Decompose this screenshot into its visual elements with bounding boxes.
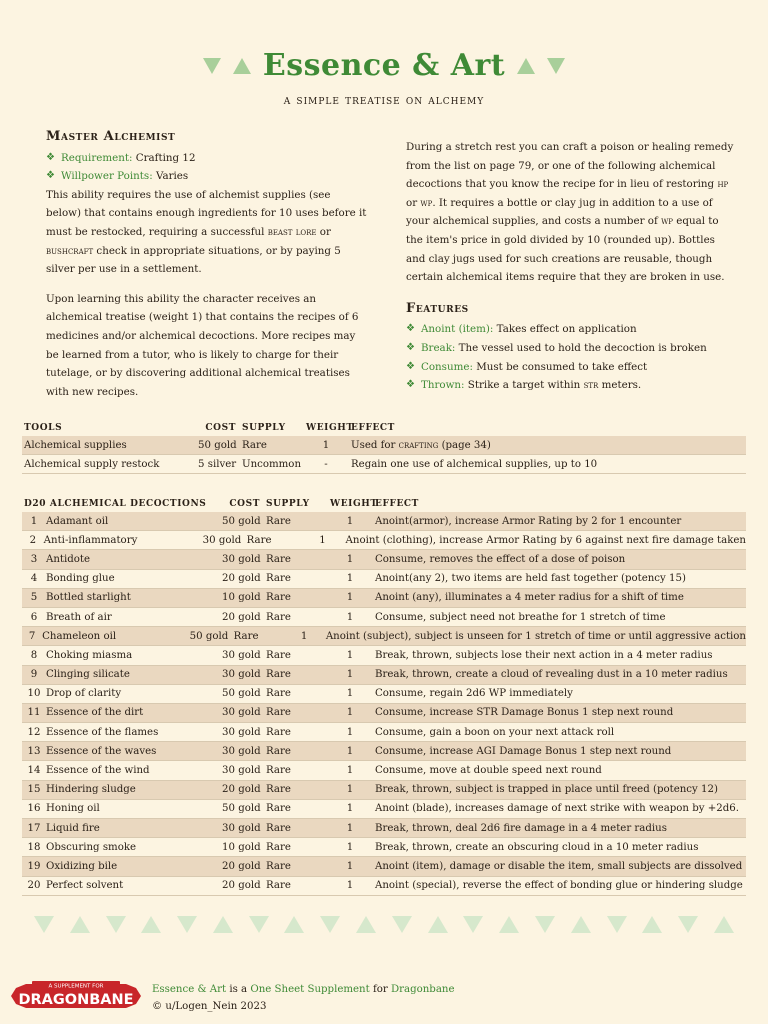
cell-name: Essence of the waves: [46, 745, 157, 757]
table-row: [22, 877, 746, 896]
table-row: [22, 608, 746, 627]
cell-idx: 17: [27, 822, 41, 834]
cell-idx: 5: [30, 592, 38, 604]
cell-effect: Consume, increase AGI Damage Bonus 1 step next round: [375, 745, 672, 757]
cell-name: Anti-inflammatory: [43, 534, 138, 546]
cell-idx: 13: [27, 745, 41, 757]
cell-supply: Rare: [266, 860, 291, 872]
cell-effect: Anoint (item), damage or disable the item, small subjects are dissolved: [375, 860, 743, 872]
cell-effect: Consume, regain 2d6 WP immediately: [375, 688, 573, 700]
diamond-bullet-icon: ❖: [406, 379, 415, 391]
cell-supply: Rare: [266, 688, 291, 700]
cell-weight: 1: [346, 726, 354, 738]
cell-name: Adamant oil: [46, 515, 109, 527]
cell-cost: 30 gold: [222, 553, 261, 565]
table-row: [22, 685, 746, 704]
bullet-requirement: [46, 149, 368, 168]
cell-idx: 10: [27, 688, 41, 700]
cell-cost: 30 gold: [222, 649, 261, 661]
paragraph-supplies: This ability requires the use of alchemist supplies (see below) that contains enough ingredients for 10 uses before it must be restocked, requiring a successful beast lore or bushcraft check in appropriate situations, or by paying 5 silver per use in a settlement.: [46, 188, 367, 276]
cell-name: Drop of clarity: [46, 688, 122, 700]
cell-effect: Break, thrown, create a cloud of revealing dust in a 10 meter radius: [375, 669, 728, 681]
triangle-up-icon: [213, 916, 233, 933]
cell-idx: 2: [29, 534, 37, 546]
table-row: [22, 627, 746, 646]
cell-name: Chameleon oil: [42, 630, 117, 642]
table-row: [22, 589, 746, 608]
triangle-down-icon: [249, 916, 269, 933]
cell-cost: 30 gold: [222, 726, 261, 738]
cell-effect: Anoint (clothing), increase Armor Rating by 6 against next fire damage taken: [345, 534, 746, 546]
cell-supply: Rare: [266, 611, 291, 623]
cell-idx: 20: [27, 880, 41, 892]
cell-name: Oxidizing bile: [46, 860, 118, 872]
cell-weight: 1: [300, 630, 308, 642]
table-row: Alchemical supply restock 5 silver Uncommon - Regain one use of alchemical supplies, up to 10: [22, 455, 746, 474]
triangle-up-icon: [233, 58, 251, 74]
cell-supply: Rare: [266, 707, 291, 719]
cell-supply: Rare: [266, 592, 291, 604]
decoctions-table: [22, 495, 746, 896]
cell-name: Essence of the flames: [46, 726, 159, 738]
cell-cost: 50 gold: [222, 515, 261, 527]
cell-name: Bottled starlight: [46, 592, 131, 604]
cell-idx: 6: [30, 611, 38, 623]
decorative-triangle-row: [34, 916, 734, 933]
section-heading-master-alchemist: Master Alchemist: [46, 129, 176, 144]
table-row: [22, 646, 746, 665]
cell-effect: Consume, removes the effect of a dose of poison: [375, 553, 626, 565]
decoctions-table-body: [22, 512, 746, 896]
cell-effect: Anoint (subject), subject is unseen for 1 stretch of time or until aggressive action: [325, 630, 746, 642]
diamond-bullet-icon: ❖: [406, 341, 415, 353]
cell-name: Breath of air: [46, 611, 112, 623]
table-row: [22, 800, 746, 819]
cell-name: Liquid fire: [46, 822, 100, 834]
cell-effect: Consume, move at double speed next round: [375, 765, 602, 777]
cell-name: Choking miasma: [46, 649, 133, 661]
table-row: [22, 857, 746, 876]
cell-weight: 1: [346, 649, 354, 661]
cell-supply: Rare: [266, 553, 291, 565]
cell-cost: 50 gold: [189, 630, 229, 642]
triangle-up-icon: [642, 916, 662, 933]
table-row: [22, 512, 746, 531]
cell-idx: 7: [28, 630, 36, 642]
cell-idx: 1: [30, 515, 38, 527]
diamond-bullet-icon: ❖: [406, 323, 415, 335]
cell-idx: 15: [27, 784, 41, 796]
cell-weight: 1: [346, 515, 354, 527]
cell-cost: 10 gold: [222, 592, 261, 604]
cell-idx: 19: [27, 860, 41, 872]
cell-effect: Consume, subject need not breathe for 1 stretch of time: [375, 611, 666, 623]
cell-idx: 18: [27, 841, 41, 853]
cell-weight: 1: [346, 765, 354, 777]
cell-supply: Rare: [246, 534, 272, 546]
cell-name: Obscuring smoke: [46, 841, 137, 853]
feature-anoint: ❖ Anoint (item): Takes effect on application: [406, 320, 736, 339]
paragraph-crafting: During a stretch rest you can craft a poison or healing remedy from the list on page 79, or one of the following alchemical decoctions that you know the recipe for in lieu of restoring hp or wp. It requires a bottle or clay jug in addition to a use of your alchemical supplies, and costs a number of wp equal to the item's price in gold divided by 10 (rounded up). Bottles and clay jugs used for such creations are reusable, though certain alchemical items require that they are broken in use.: [406, 141, 734, 284]
cell-supply: Rare: [266, 880, 291, 892]
triangle-down-icon: [203, 58, 221, 74]
feature-consume: ❖ Consume: Must be consumed to take effect: [406, 358, 736, 377]
cell-weight: 1: [346, 669, 354, 681]
bullet-willpower: [46, 167, 368, 186]
cell-supply: Rare: [266, 726, 291, 738]
cell-effect: Consume, gain a boon on your next attack roll: [375, 726, 615, 738]
cell-weight: 1: [346, 803, 354, 815]
cell-weight: 1: [346, 745, 354, 757]
bullet-label: Requirement:: [60, 151, 133, 164]
cell-cost: 30 gold: [222, 745, 261, 757]
cell-weight: 1: [346, 592, 354, 604]
cell-weight: 1: [346, 707, 354, 719]
diamond-bullet-icon: ❖: [46, 151, 55, 163]
feature-thrown: ❖ Thrown: Strike a target within str meters.: [406, 376, 736, 395]
table-row: [22, 742, 746, 761]
cell-effect: Anoint(armor), increase Armor Rating by 2 for 1 encounter: [375, 515, 682, 527]
cell-supply: Rare: [266, 515, 291, 527]
table-row: [22, 704, 746, 723]
paragraph-treatise: Upon learning this ability the character receives an alchemical treatise (weight 1) that contains the recipes of 6 medicines and/or alchemical decoctions. More recipes may be learned from a tutor, who is likely to charge for their tutelage, or by discovering additional alchemical treatises with new recipes.: [46, 292, 359, 398]
table-row: Alchemical supplies 50 gold Rare 1 Used for crafting (page 34): [22, 436, 746, 455]
cell-effect: Break, thrown, subjects lose their next action in a 4 meter radius: [375, 649, 713, 661]
cell-effect: Anoint(any 2), two items are held fast together (potency 15): [375, 573, 686, 585]
table-row: [22, 531, 746, 550]
cell-cost: 30 gold: [222, 765, 261, 777]
cell-effect: Break, thrown, create an obscuring cloud in a 10 meter radius: [375, 841, 699, 853]
triangle-up-icon: [714, 916, 734, 933]
triangle-up-icon: [70, 916, 90, 933]
cell-name: Antidote: [46, 553, 91, 565]
cell-idx: 16: [27, 803, 41, 815]
table-row: [22, 723, 746, 742]
cell-cost: 10 gold: [222, 841, 261, 853]
cell-cost: 20 gold: [222, 611, 261, 623]
cell-weight: 1: [346, 784, 354, 796]
cell-idx: 9: [30, 669, 38, 681]
cell-effect: Anoint (special), reverse the effect of bonding glue or hindering sludge: [375, 880, 743, 892]
cell-supply: Rare: [233, 630, 259, 642]
triangle-down-icon: [106, 916, 126, 933]
copyright-line: © u/Logen_Nein 2023: [152, 1001, 267, 1012]
bullet-text: Crafting 12: [135, 151, 196, 164]
triangle-up-icon: [428, 916, 448, 933]
cell-weight: 1: [346, 841, 354, 853]
cell-cost: 20 gold: [222, 784, 261, 796]
triangle-up-icon: [356, 916, 376, 933]
cell-supply: Rare: [266, 573, 291, 585]
cell-idx: 3: [30, 553, 38, 565]
cell-effect: Anoint (any), illuminates a 4 meter radius for a shift of time: [375, 592, 684, 604]
cell-cost: 50 gold: [222, 803, 261, 815]
cell-name: Essence of the dirt: [46, 707, 144, 719]
cell-idx: 14: [27, 765, 41, 777]
triangle-down-icon: [607, 916, 627, 933]
cell-weight: 1: [346, 553, 354, 565]
cell-supply: Rare: [266, 841, 291, 853]
triangle-down-icon: [177, 916, 197, 933]
page-title: Essence & Art: [262, 48, 506, 83]
cell-supply: Rare: [266, 745, 291, 757]
section-heading-features: Features: [406, 300, 469, 316]
decoctions-table-header: D20 ALCHEMICAL DECOCTIONS COST SUPPLY WEIGHT EFFECT: [24, 498, 419, 509]
cell-effect: Break, thrown, deal 2d6 fire damage in a 4 meter radius: [375, 822, 667, 834]
table-row: [22, 570, 746, 589]
cell-cost: 30 gold: [222, 669, 261, 681]
diamond-bullet-icon: ❖: [406, 360, 415, 372]
table-row: [22, 819, 746, 838]
tools-table-header: TOOLS COST SUPPLY WEIGHT EFFECT: [24, 422, 395, 433]
cell-cost: 50 gold: [222, 688, 261, 700]
triangle-up-icon: [284, 916, 304, 933]
cell-supply: Rare: [266, 765, 291, 777]
cell-name: Hindering sludge: [46, 784, 136, 796]
credit-line: Essence & Art is a One Sheet Supplement for Dragonbane: [152, 984, 455, 995]
cell-cost: 20 gold: [222, 860, 261, 872]
right-column: [406, 138, 736, 395]
cell-idx: 8: [30, 649, 38, 661]
cell-name: Bonding glue: [46, 573, 115, 585]
table-row: [22, 838, 746, 857]
cell-weight: 1: [346, 611, 354, 623]
cell-name: Clinging silicate: [46, 669, 130, 681]
triangle-down-icon: [320, 916, 340, 933]
cell-cost: 20 gold: [222, 880, 261, 892]
triangle-down-icon: [392, 916, 412, 933]
feature-break: ❖ Break: The vessel used to hold the decoction is broken: [406, 339, 736, 358]
page-subtitle: a simple treatise on alchemy: [283, 93, 485, 108]
left-column: [46, 128, 368, 401]
logo-top-text: A SUPPLEMENT FOR: [48, 983, 104, 990]
title-row: [0, 48, 768, 83]
cell-weight: 1: [346, 860, 354, 872]
cell-weight: 1: [346, 880, 354, 892]
cell-weight: 1: [346, 688, 354, 700]
table-row: [22, 761, 746, 780]
cell-supply: Rare: [266, 669, 291, 681]
cell-cost: 20 gold: [222, 573, 261, 585]
triangle-up-icon: [499, 916, 519, 933]
cell-supply: Rare: [266, 803, 291, 815]
cell-supply: Rare: [266, 822, 291, 834]
bullet-label: Willpower Points:: [60, 170, 153, 183]
cell-effect: Anoint (blade), increases damage of next strike with weapon by +2d6.: [375, 803, 739, 815]
triangle-up-icon: [141, 916, 161, 933]
triangle-down-icon: [678, 916, 698, 933]
cell-weight: 1: [319, 534, 326, 546]
table-row: [22, 550, 746, 569]
logo-main-text: DRAGONBANE: [18, 992, 134, 1008]
cell-weight: 1: [346, 573, 354, 585]
tools-table: [22, 419, 746, 474]
dragonbane-logo: [10, 980, 142, 1012]
cell-weight: 1: [346, 822, 354, 834]
triangle-up-icon: [517, 58, 535, 74]
triangle-down-icon: [34, 916, 54, 933]
cell-supply: Rare: [266, 784, 291, 796]
cell-supply: Rare: [266, 649, 291, 661]
cell-cost: 30 gold: [202, 534, 242, 546]
cell-idx: 4: [30, 573, 38, 585]
cell-name: Essence of the wind: [46, 765, 150, 777]
diamond-bullet-icon: ❖: [46, 170, 55, 182]
cell-effect: Consume, increase STR Damage Bonus 1 step next round: [375, 707, 674, 719]
cell-idx: 12: [27, 726, 41, 738]
cell-name: Perfect solvent: [46, 880, 124, 892]
credit-block: [152, 981, 454, 1015]
table-row: [22, 666, 746, 685]
cell-idx: 11: [27, 707, 41, 719]
cell-cost: 30 gold: [222, 707, 261, 719]
cell-effect: Break, thrown, subject is trapped in place until freed (potency 12): [375, 784, 718, 796]
bullet-text: Varies: [155, 170, 189, 183]
cell-name: Honing oil: [46, 803, 100, 815]
triangle-down-icon: [535, 916, 555, 933]
cell-cost: 30 gold: [222, 822, 261, 834]
triangle-up-icon: [571, 916, 591, 933]
triangle-down-icon: [463, 916, 483, 933]
triangle-down-icon: [547, 58, 565, 74]
table-row: [22, 781, 746, 800]
